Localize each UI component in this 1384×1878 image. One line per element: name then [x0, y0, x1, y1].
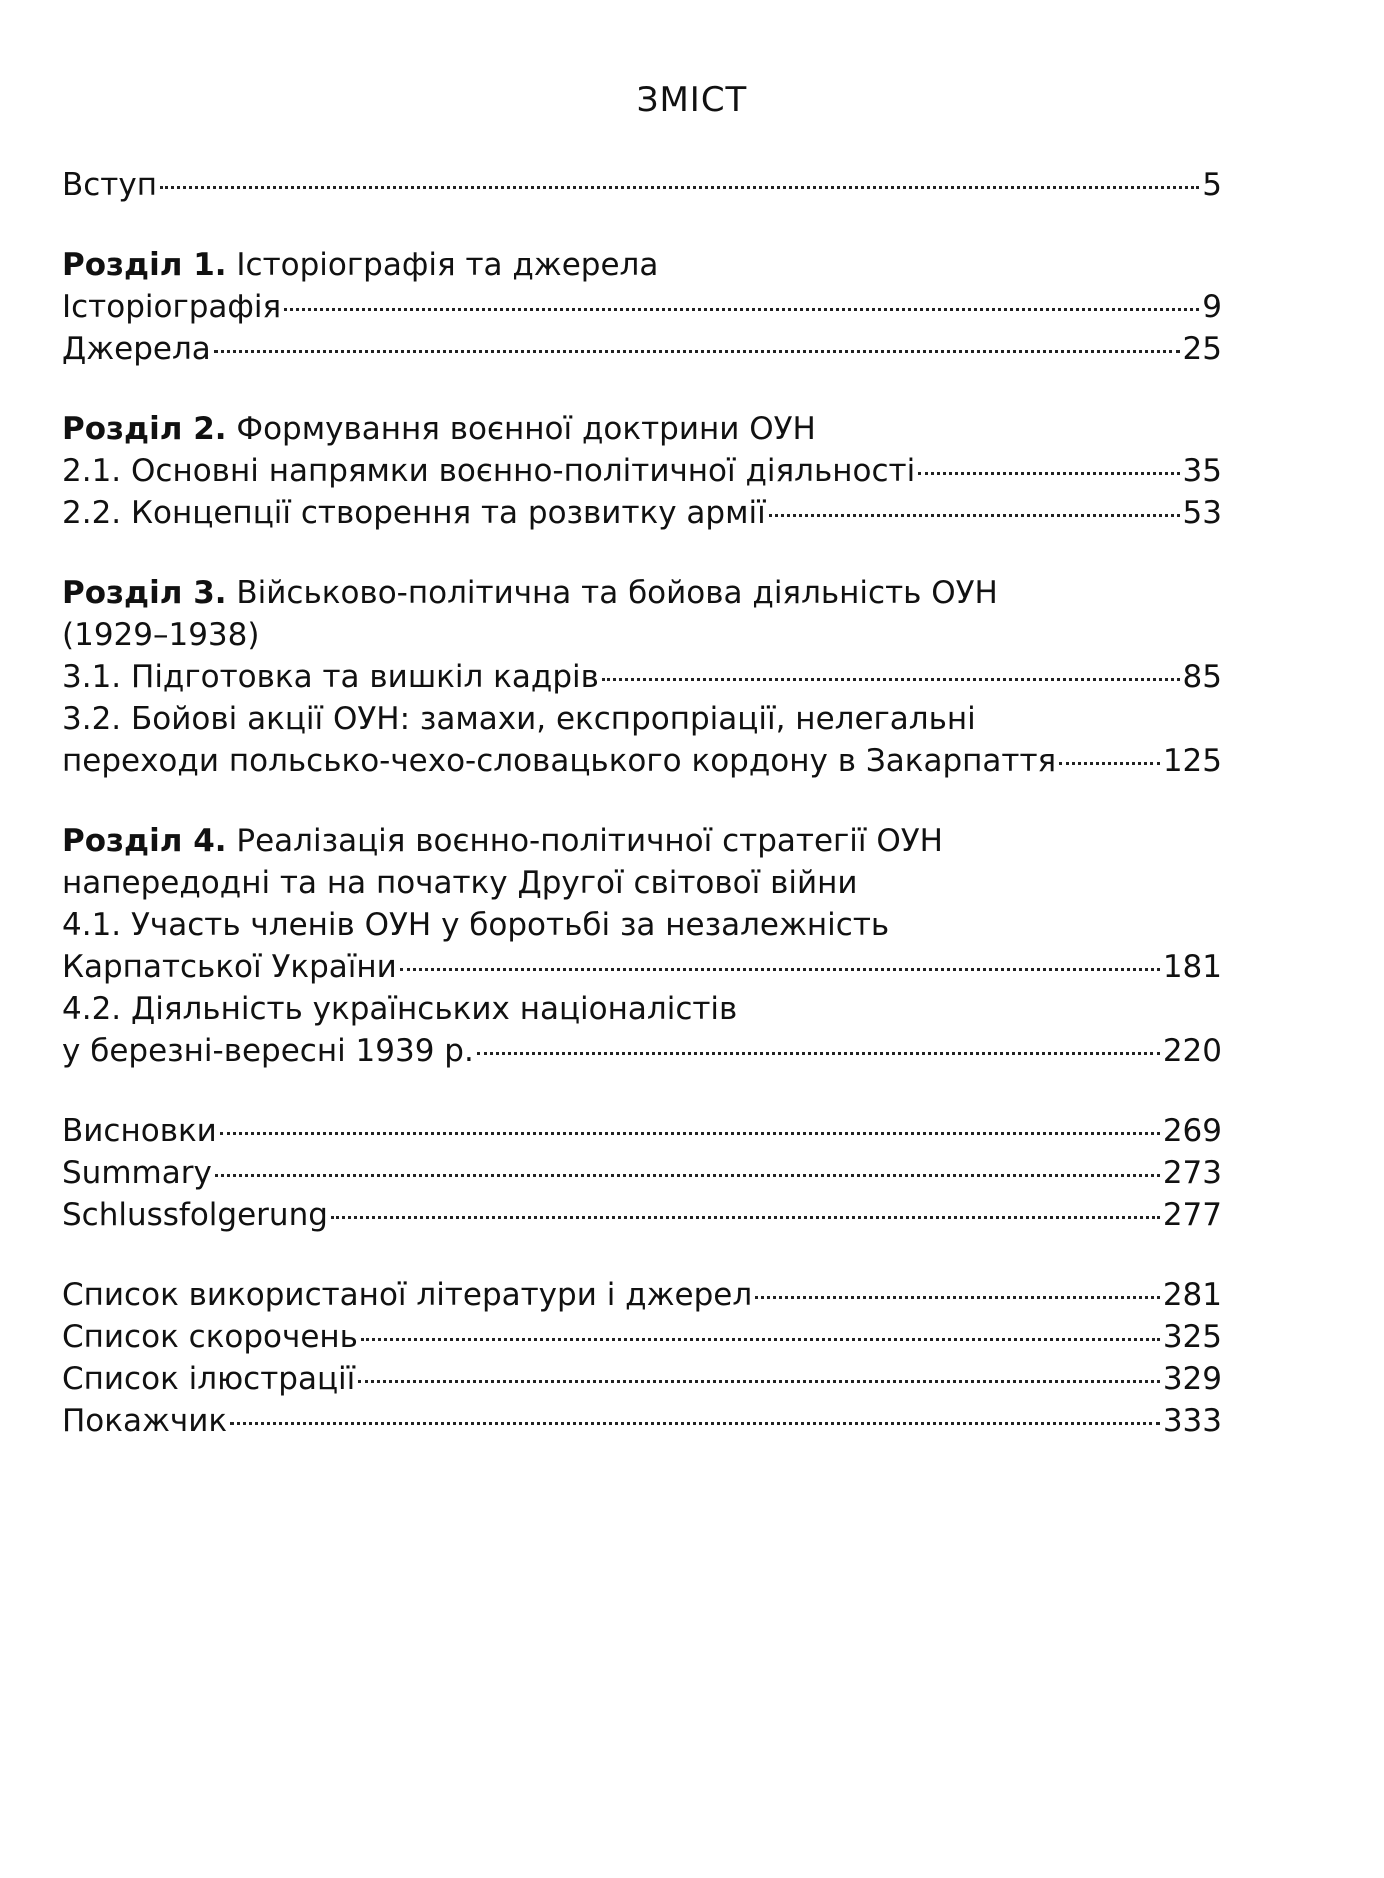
- toc-entry-2-2: [62, 492, 1222, 534]
- toc-entry-3-2: [62, 740, 1222, 782]
- dot-leader: [215, 1174, 1160, 1177]
- toc-entry-3-1: [62, 656, 1222, 698]
- toc-entry-conclusions: [62, 1110, 1222, 1152]
- toc-entry-3-2-line1: [62, 698, 1222, 740]
- toc-page-number: 25: [1182, 331, 1222, 367]
- chapter-title-line2: напередодні та на початку Другої світової війни: [62, 865, 858, 901]
- toc-entry-label: 4.1. Участь членів ОУН у боротьбі за незалежність: [62, 907, 890, 943]
- toc-entry-intro: [62, 164, 1222, 206]
- toc-page-number: 53: [1182, 495, 1222, 531]
- chapter-title: Формування воєнної доктрини ОУН: [226, 411, 816, 447]
- toc-entry-label: Schlussfolgerung: [62, 1197, 328, 1233]
- toc-entry-label: 4.2. Діяльність українських націоналістів: [62, 991, 738, 1027]
- toc-entry-illustrations: [62, 1358, 1222, 1400]
- dot-leader: [477, 1052, 1160, 1055]
- toc-chapter-3-heading: [62, 572, 1222, 614]
- toc-entry-label: Історіографія: [62, 289, 282, 325]
- toc-entry-label: Покажчик: [62, 1403, 228, 1439]
- chapter-prefix: Розділ 1.: [62, 247, 227, 283]
- toc-entry-abbreviations: [62, 1316, 1222, 1358]
- chapter-title: Історіографія та джерела: [226, 247, 659, 283]
- toc-entry-literature: [62, 1274, 1222, 1316]
- toc-entry-label: 3.1. Підготовка та вишкіл кадрів: [62, 659, 599, 695]
- toc-entry-label: 2.2. Концепції створення та розвитку армії: [62, 495, 766, 531]
- toc-entry-4-1: [62, 946, 1222, 988]
- toc-page-number: 277: [1162, 1197, 1222, 1233]
- toc-chapter-1-heading: [62, 244, 1222, 286]
- toc-entry-label: Вступ: [62, 167, 157, 203]
- toc-page-number: 220: [1162, 1033, 1222, 1069]
- toc-page-number: 181: [1162, 949, 1222, 985]
- page-title: ЗМІСТ: [636, 80, 748, 120]
- toc-entry-label: переходи польсько-чехо-словацького кордону в Закарпаття: [62, 743, 1057, 779]
- toc-chapter-3-heading-cont: [62, 614, 1222, 656]
- dot-leader: [918, 472, 1179, 475]
- toc-entry-4-2: [62, 1030, 1222, 1072]
- dot-leader: [284, 308, 1199, 311]
- dot-leader: [400, 968, 1160, 971]
- dot-leader: [769, 514, 1180, 517]
- dot-leader: [1059, 762, 1160, 765]
- dot-leader: [214, 350, 1180, 353]
- chapter-prefix: Розділ 4.: [62, 823, 227, 859]
- toc-page-number: 329: [1162, 1361, 1222, 1397]
- toc-entry-label: 2.1. Основні напрямки воєнно-політичної діяльності: [62, 453, 916, 489]
- toc-page-number: 85: [1182, 659, 1222, 695]
- toc-entry-sources: [62, 328, 1222, 370]
- toc-entry-label: Список ілюстрації: [62, 1361, 356, 1397]
- chapter-prefix: Розділ 2.: [62, 411, 227, 447]
- toc-chapter-2-heading: [62, 408, 1222, 450]
- chapter-title: Реалізація воєнно-політичної стратегії ОУН: [226, 823, 943, 859]
- toc-page-number: 35: [1182, 453, 1222, 489]
- toc-entry-label: Джерела: [62, 331, 211, 367]
- dot-leader: [230, 1422, 1160, 1425]
- toc-entry-2-1: [62, 450, 1222, 492]
- chapter-title-line2: (1929–1938): [62, 617, 260, 653]
- toc-entry-label: Список використаної літератури і джерел: [62, 1277, 753, 1313]
- dot-leader: [602, 678, 1180, 681]
- toc-page-number: 5: [1202, 167, 1222, 203]
- toc-entry-label: Список скорочень: [62, 1319, 358, 1355]
- toc-entry-label: у березні-вересні 1939 р.: [62, 1033, 474, 1069]
- dot-leader: [220, 1132, 1160, 1135]
- toc-entry-label: Summary: [62, 1155, 212, 1191]
- toc-entry-schlussfolgerung: [62, 1194, 1222, 1236]
- dot-leader: [361, 1338, 1160, 1341]
- toc-page-number: 325: [1162, 1319, 1222, 1355]
- table-of-contents: [62, 164, 1222, 1442]
- toc-entry-index: [62, 1400, 1222, 1442]
- dot-leader: [358, 1380, 1160, 1383]
- toc-chapter-4-heading-cont: [62, 862, 1222, 904]
- toc-page-number: 125: [1162, 743, 1222, 779]
- toc-entry-4-2-line1: [62, 988, 1222, 1030]
- toc-entry-label: Карпатської України: [62, 949, 397, 985]
- toc-entry-4-1-line1: [62, 904, 1222, 946]
- chapter-title: Військово-політична та бойова діяльність ОУН: [226, 575, 998, 611]
- chapter-prefix: Розділ 3.: [62, 575, 227, 611]
- toc-entry-historiography: [62, 286, 1222, 328]
- toc-page-number: 269: [1162, 1113, 1222, 1149]
- toc-page-number: 281: [1162, 1277, 1222, 1313]
- toc-entry-label: 3.2. Бойові акції ОУН: замахи, експропріації, нелегальні: [62, 701, 976, 737]
- toc-page-number: 9: [1202, 289, 1222, 325]
- dot-leader: [331, 1216, 1160, 1219]
- toc-page-number: 273: [1162, 1155, 1222, 1191]
- dot-leader: [755, 1296, 1160, 1299]
- toc-entry-label: Висновки: [62, 1113, 217, 1149]
- dot-leader: [160, 186, 1199, 189]
- toc-chapter-4-heading: [62, 820, 1222, 862]
- toc-page-number: 333: [1162, 1403, 1222, 1439]
- toc-entry-summary: [62, 1152, 1222, 1194]
